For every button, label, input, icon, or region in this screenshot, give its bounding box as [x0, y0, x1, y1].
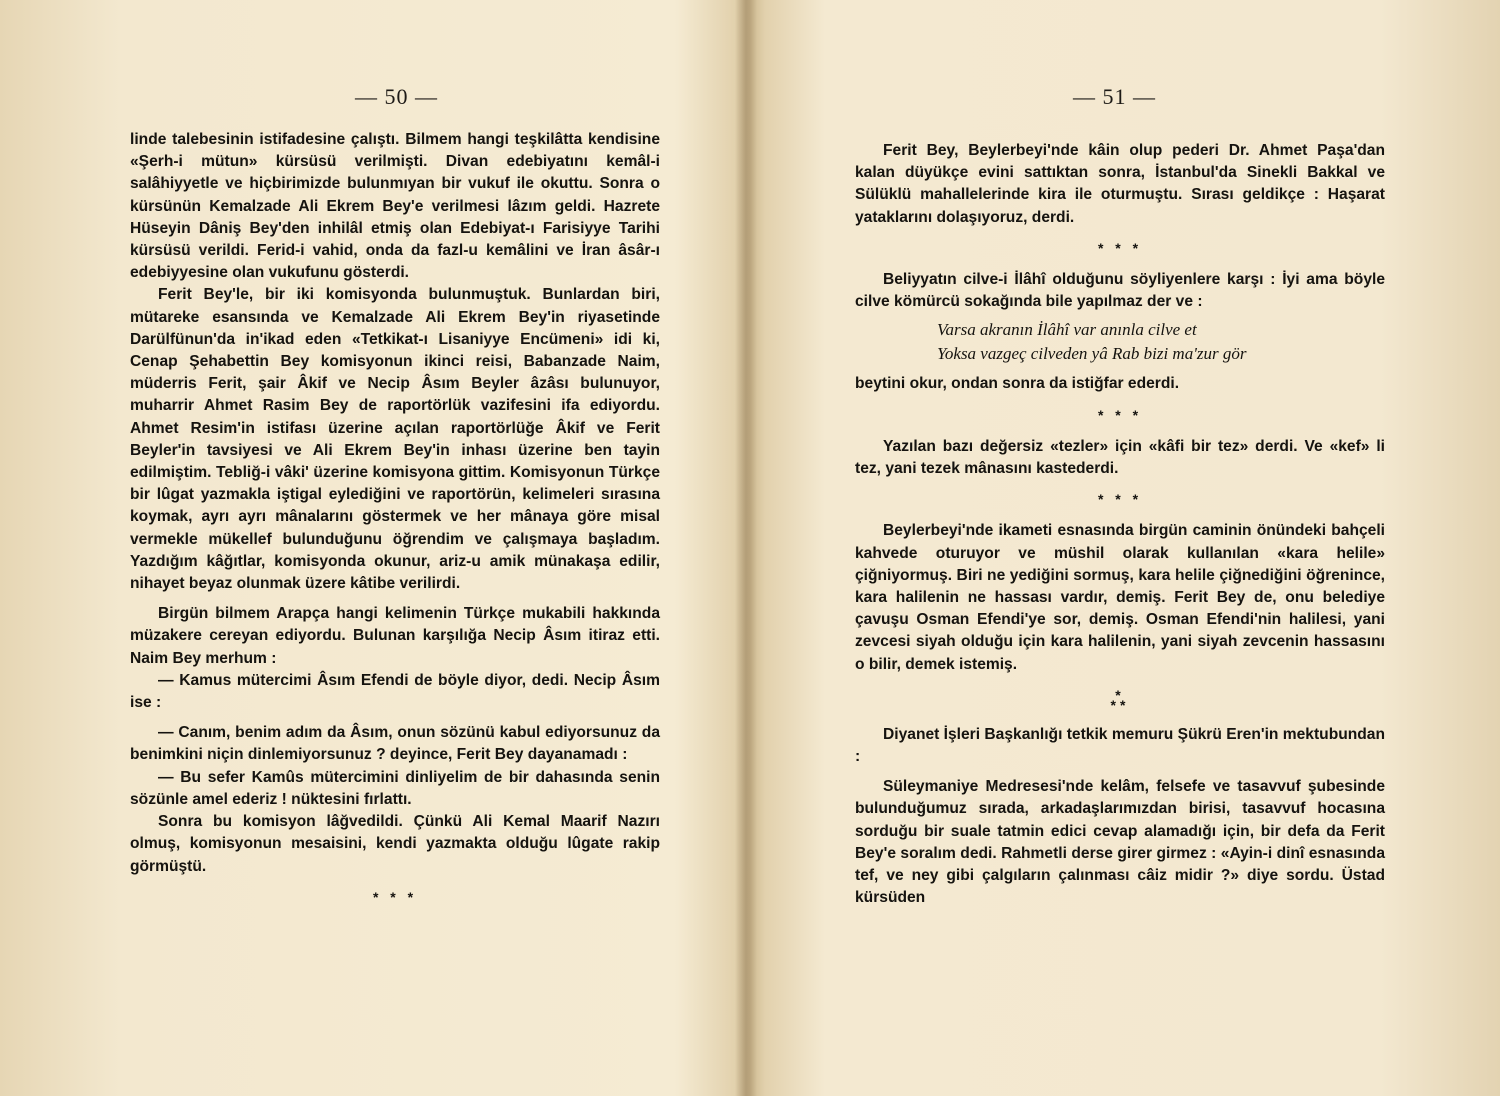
paragraph: Ferit Bey'le, bir iki komisyonda bulunmuştuk. Bunlardan biri, mütareke esansında ve Kemalzade Ali Ekrem Bey'in riyasetinde Darülfünun'da in'ikad eden «Tetkikat-ı Lisaniyye Encümeni» idi ki, Cenap Şehabettin Bey komisyonun ikinci reisi, Babanzade Naim, müderris Ferit, şair Âkif ve Necip Âsım Beyler âzâsı bulunuyor, muharrir Ahmet Rasim Bey de raportörlük vazifesini ifa ediyordu. Ahmet Resim'in istifası üzerine açılan raportörlüğe Âkif ve Ferit Beyler'in tavsiyesi ve Ali Ekrem Bey'in inhası üzerine ben tayin edilmiştim. Tebliğ-i vâki' üzerine komisyona gittim. Komisyonun Türkçe bir lûgat yazmakla iştigal eylediğini ve raportörün, kelimeleri sırasına koymak, ayrı ayrı mânalarını göstermek ve her mânaya göre misal vermekle mükellef bulunduğunu öğrendim ve çalışmaya başladım. Yazdığım kâğıtlar, komisyonda okunur, ariz-u amik münakaşa edilir, nihayet beyaz olunmak üzere kâtibe verilirdi.	[130, 286, 660, 593]
paragraph: — Canım, benim adım da Âsım, onun sözünü kabul ediyorsunuz da benimkini niçin dinlemiyorsunuz ? deyince, Ferit Bey dayanamadı :	[130, 724, 660, 764]
left-page	[0, 0, 740, 1096]
page-body	[130, 129, 660, 918]
paragraph: Birgün bilmem Arapça hangi kelimenin Türkçe mukabili hakkında müzakere cereyan ediyordu. Bulunan karşılığa Necip Âsım itiraz etti. Naim Bey merhum :	[130, 605, 660, 667]
paragraph: Diyanet İşleri Başkanlığı tetkik memuru Şükrü Eren'in mektubundan :	[855, 725, 1385, 766]
paragraph: — Bu sefer Kamûs mütercimini dinliyelim de bir dahasında senin sözünle amel ederiz ! nüktesini fırlattı.	[130, 768, 660, 808]
right-page	[755, 0, 1500, 1096]
section-separator: * **	[1110, 686, 1130, 713]
paragraph: Beylerbeyi'nde ikameti esnasında birgün caminin önündeki bahçeli kahvede oturuyor ve müshil olarak kullanılan «kara helile» çiğniyormuş. Biri ne yediğini sormuş, kara helile çiğnediğini öğrenince, kara halilenin ne hassası vardır, demiş. Ferit Bey de, onu belediye çavuşu Osman Efendi'ye sor, demiş. Osman Efendi'nin halilesi, yani zevcesi siyah olduğu için kara halilenin, yani siyah zevcenin hassasını o bilir, demek istemiş.	[855, 522, 1385, 673]
paragraph: Süleymaniye Medresesi'nde kelâm, felsefe ve tasavvuf şubesinde bulunduğumuz sırada, arkadaşlarımızdan birisi, tasavvuf hocasına sorduğu bir suale tatmin edici cevap alamadığı için, bir defa da Ferit Bey'e soralım dedi. Rahmetli derse girer girmez : «Ayin-i dinî esnasında tef, ve ney gibi çalgıların çalınması câiz midir ?» diye sordu. Üstad kürsüden	[855, 778, 1385, 907]
section-separator: * * *	[1097, 491, 1143, 508]
section-separator: * * *	[372, 888, 418, 905]
verse-line: Yoksa vazgeç cilveden yâ Rab bizi ma'zur gör	[937, 344, 1247, 364]
paragraph: Beliyyatın cilve-i İlâhî olduğunu söyliyenlere karşı : İyi ama böyle cilve kömürcü sokağında bile yapılmaz der ve :	[855, 271, 1385, 311]
paragraph: Yazılan bazı değersiz «tezler» için «kâfi bir tez» derdi. Ve «kef» li tez, yani tezek mânasını kastederdi.	[855, 437, 1385, 478]
paragraph: linde talebesinin istifadesine çalıştı. Bilmem hangi teşkilâtta kendisine «Şerh-i mütun» kürsüsü verilmişti. Divan edebiyatını kemâl-i salâhiyyetle ve hiçbirimizde bulunmıyan bir vukuf ile okuttu. Sonra o kürsünün Kemalzade Ali Ekrem Bey'e verilmesi lâzım geldi. Hazrete Hüseyin Dâniş Bey'den inhilâl etmiş olan Edebiyat-ı Farisiyye Tarihi kürsüsü verildi. Ferid-i vahid, onda da fazl-u kemâlini ve İran âsâr-ı edebiyyesine olan vukufunu gösterdi.	[130, 131, 660, 282]
page-number: — 51 —	[1073, 84, 1156, 109]
page-number: — 50 —	[355, 84, 438, 109]
verse-line: Varsa akranın İlâhî var anınla cilve et	[937, 320, 1197, 340]
section-separator: * * *	[1097, 406, 1143, 423]
paragraph: beytini okur, ondan sonra da istiğfar ederdi.	[855, 375, 1180, 393]
paragraph: Ferit Bey, Beylerbeyi'nde kâin olup pederi Dr. Ahmet Paşa'dan kalan düyükçe evini sattıktan sonra, İstanbul'da Sinekli Bakkal ve Sülüklü mahallelerinde kira ile oturmuştu. Sırası geldikçe : Haşarat yataklarını dolaşıyoruz, derdi.	[855, 142, 1385, 226]
paragraph: — Kamus mütercimi Âsım Efendi de böyle diyor, dedi. Necip Âsım ise :	[130, 671, 660, 712]
section-separator: * * *	[1097, 239, 1143, 256]
paragraph: Sonra bu komisyon lâğvedildi. Çünkü Ali Kemal Maarif Nazırı olmuş, komisyonun mesaisini, kendi yazmakta olduğu lûgate rakip görmüştü.	[130, 813, 660, 875]
page-body	[855, 140, 1385, 909]
